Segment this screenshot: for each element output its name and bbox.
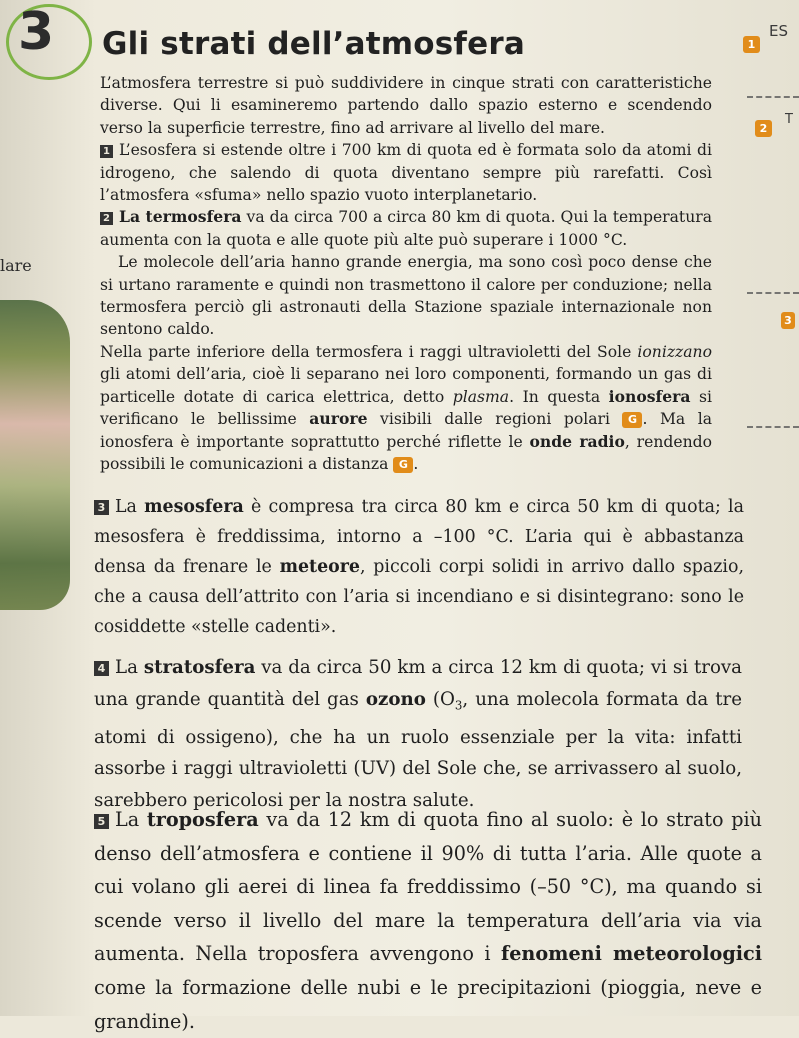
section-mesosfera: 3 La mesosfera è compresa tra circa 80 km e circa 50 km di quota; la mesosfera è freddissima, intorno a –100 °C. L’aria qui è abbastanza densa da frenare le meteore, piccoli corpi solidi in arrivo dallo spazio, che a causa dell’attrito con l’aria si incendiano e si disintegrano: sono le cosiddette «stelle cadenti». — [94, 497, 744, 637]
figure-dash — [747, 292, 799, 294]
figure-badge-1: 1 — [743, 36, 760, 53]
glossary-ref-icon[interactable]: G — [393, 457, 413, 473]
section-termosfera: 2 La termosfera va da circa 700 a circa 80 km di quota. Qui la temperatura aumenta con la quota e alle quote più alte può superare i 1000 °C. — [100, 207, 712, 249]
figure-badge-2: 2 — [755, 120, 772, 137]
section-number: 4 — [94, 661, 109, 676]
chapter-number: 3 — [18, 2, 55, 62]
right-margin-figure — [731, 0, 799, 470]
figure-dash — [747, 96, 799, 98]
section-number: 5 — [94, 814, 109, 829]
figure-dash — [747, 426, 799, 428]
term: mesosfera — [144, 497, 244, 517]
chapter-title: Gli strati dell’atmosfera — [102, 26, 525, 62]
section-number: 1 — [100, 145, 113, 158]
figure-badge-3: 3 — [781, 312, 795, 329]
section-number: 3 — [94, 500, 109, 515]
section-stratosfera: 4 La stratosfera va da circa 50 km a circa 12 km di quota; vi si trova una grande quantità del gas ozono ($O_3$, una molecola formata da tre atomi di ossigeno), che ha un ruolo essenziale per la vita: infatti assorbe i raggi ultravioletti (UV) del Sole che, se arrivassero al suolo, sarebbero pericolosi per la nostra salute. — [94, 657, 743, 811]
figure-label-2: T — [785, 112, 793, 127]
figure-label-top: ES — [769, 22, 788, 40]
intro-paragraph: L’atmosfera terrestre si può suddividere in cinque strati con caratteristiche diverse. Qui li esamineremo partendo dallo spazio esterno e scendendo verso la superficie terrestre, fino ad arrivare al livello del mare. — [100, 74, 712, 137]
left-photo-edge — [0, 300, 70, 610]
section-troposfera: 5 La troposfera va da 12 km di quota fino al suolo: è lo strato più denso dell’atmosfera e contiene il 90% di tutta l’aria. Alle quote a cui volano gli aerei di linea fa freddissimo (–50 °C), ma quando si scende verso il livello del mare la temperatura dell’aria via via aumenta. Nella troposfera avvengono i fenomeni meteorologici come la formazione delle nubi e le precipitazioni (pioggia, neve e grandine). — [94, 808, 763, 1033]
term: La termosfera — [119, 207, 242, 227]
termosfera-paragraph-2: Le molecole dell’aria hanno grande energia, ma sono così poco dense che si urtano raramente e quindi non trasmettono il calore per conduzione; nella termosfera perciò gli astronauti della Stazione spaziale internazionale non sentono caldo. — [100, 253, 712, 339]
glossary-ref-icon[interactable]: G — [622, 412, 642, 428]
term: L’esosfera — [119, 141, 197, 160]
section-esosfera: 1 L’esosfera si estende oltre i 700 km di quota ed è formata solo da atomi di idrogeno, che salendo di quota diventano sempre più rarefatti. Così l’atmosfera «sfuma» nello spazio vuoto interplanetario. — [100, 141, 712, 205]
termosfera-paragraph-3: Nella parte inferiore della termosfera i raggi ultravioletti del Sole ionizzano gli atomi dell’aria, cioè li separano nei loro componenti, formando un gas di particelle dotate di carica elettrica, detto plasma. In questa ionosfera si verificano le bellissime aurore visibili dalle regioni polari G . Ma la ionosfera è importante soprattutto perché riflette le onde radio, rendendo possibili le comunicazioni a distanza G . — [100, 342, 713, 473]
term: troposfera — [146, 808, 259, 831]
term: stratosfera — [143, 657, 256, 678]
clipped-margin-text: lare — [0, 256, 32, 275]
section-number: 2 — [100, 212, 113, 225]
section-upper — [100, 72, 712, 475]
